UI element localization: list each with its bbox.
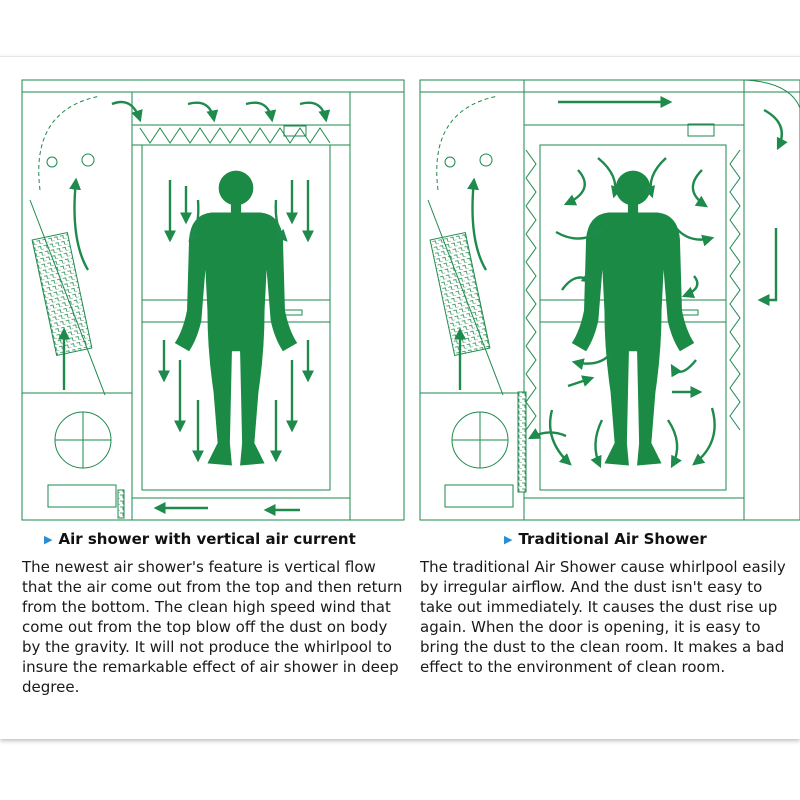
- left-fan-icon: [48, 412, 116, 507]
- left-caption: [44, 530, 356, 548]
- triangle-right-icon: ▶: [504, 532, 513, 546]
- left-panel-description: The newest air shower's feature is vertical flow that the air come out from the top and then return from the bottom. The clean high speed wind that come out from the top blow off the dust on body by the gravity. It will not produce the whirlpool to insure the remarkable effect of air shower in deep degree.: [22, 558, 403, 696]
- right-person-silhouette-icon: [572, 171, 694, 466]
- right-caption: [504, 530, 707, 548]
- left-panel-title: Air shower with vertical air current: [58, 530, 356, 548]
- right-panel-description: The traditional Air Shower cause whirlpool easily by irregular airflow. And the dust isn't easy to take out immediately. It causes the dust rise up again. When the door is opening, it is easy to bring the dust to the clean room. It makes a bad effect to the environment of clean room.: [420, 558, 786, 676]
- left-person-silhouette-icon: [175, 171, 297, 466]
- right-fan-icon: [445, 412, 513, 507]
- right-panel-title: Traditional Air Shower: [518, 530, 707, 548]
- triangle-right-icon: ▶: [44, 532, 53, 546]
